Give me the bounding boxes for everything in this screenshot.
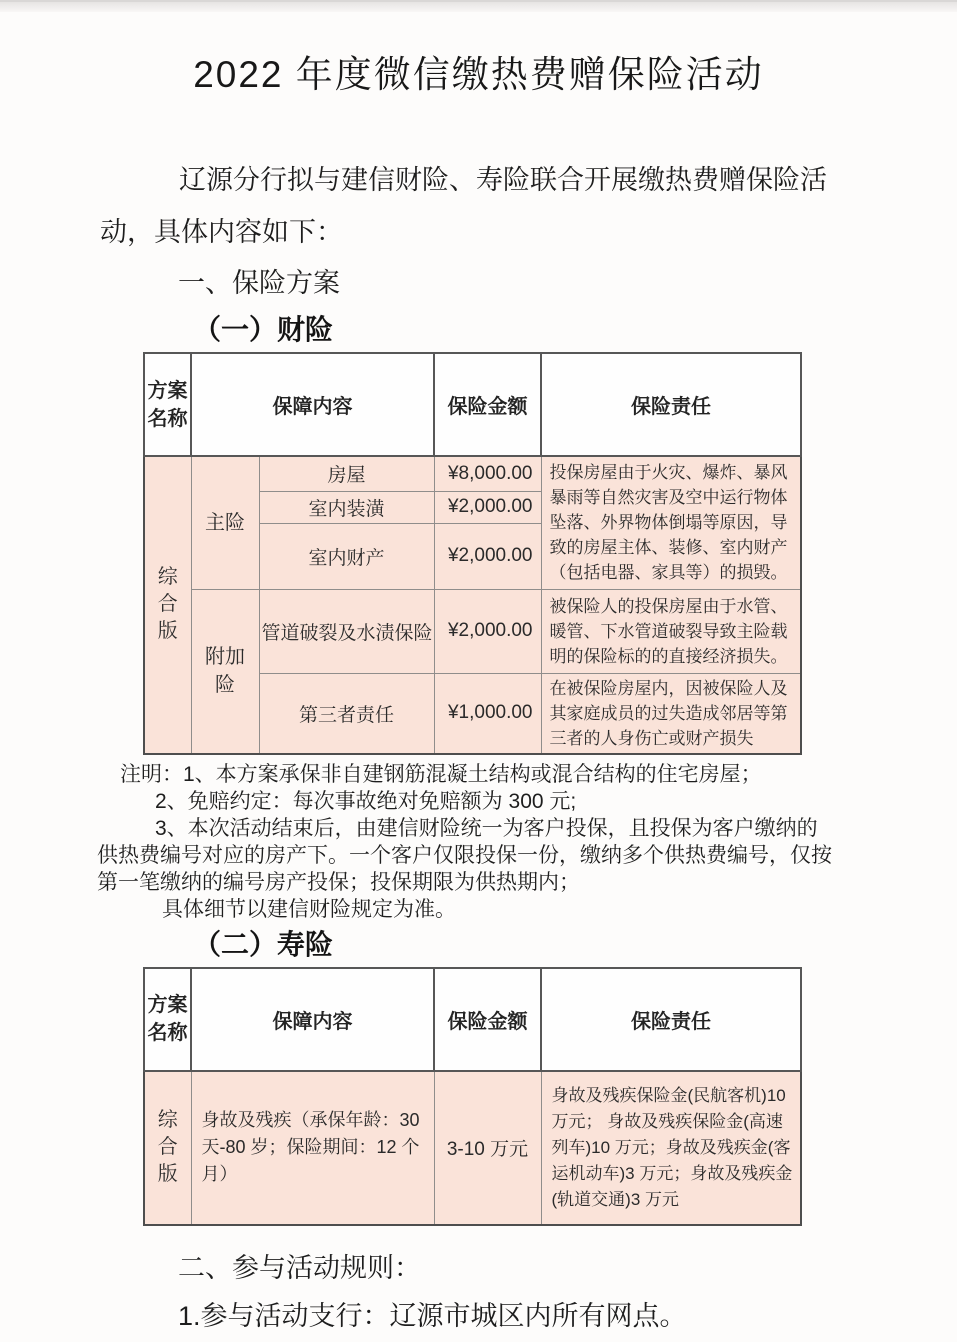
page-title: 2022 年度微信缴热费赠保险活动	[193, 54, 764, 95]
note-line-5: 第一笔缴纳的编号房产投保；投保期限为供热期内；	[97, 870, 580, 894]
item-cell-house: 房屋	[259, 456, 434, 491]
section-heading-insurance-plan: 一、保险方案	[178, 268, 340, 298]
item-cell-indoor-property: 室内财产	[259, 523, 434, 589]
amount-cell-third-party: ¥1,000.00	[434, 673, 541, 754]
intro-line-2: 动，具体内容如下：	[100, 217, 343, 247]
amount-cell-house: ¥8,000.00	[434, 456, 541, 491]
note-line-6: 具体细节以建信财险规定为准。	[162, 897, 456, 921]
amount-cell-life: 3-10 万元	[434, 1071, 541, 1225]
note-line-4: 供热费编号对应的房产下。一个客户仅限投保一份，缴纳多个供热费编号，仅按	[97, 843, 832, 867]
table-header-row	[144, 968, 801, 1071]
amount-cell-decoration: ¥2,000.00	[434, 491, 541, 523]
amount-cell-indoor-property: ¥2,000.00	[434, 523, 541, 589]
rider-insurance-group-cell: 附加险	[191, 589, 259, 754]
header-amount: 保险金额	[434, 353, 541, 456]
table-row	[144, 1071, 801, 1225]
sub-heading-property-insurance: （一）财险	[193, 314, 334, 345]
item-cell-decoration: 室内装潢	[259, 491, 434, 523]
header-coverage: 保障内容	[191, 353, 434, 456]
header-plan-name: 方案名称	[144, 353, 191, 456]
table-header-row	[144, 353, 801, 456]
intro-paragraph	[100, 154, 857, 258]
intro-line-1: 辽源分行拟与建信财险、寿险联合开展缴热费赠保险活	[179, 165, 827, 195]
note-line-1: 注明：1、本方案承保非自建钢筋混凝土结构或混合结构的住宅房屋；	[120, 762, 762, 786]
notes-block	[97, 761, 867, 923]
header-liability: 保险责任	[541, 968, 801, 1071]
sub-heading-life-insurance: （二）寿险	[193, 928, 334, 960]
liability-cell-main: 投保房屋由于火灾、爆炸、暴风暴雨等自然灾害及空中运行物体坠落、外界物体倒塌等原因，导致的房屋主体、装修、室内财产（包括电器、家具等）的损毁。	[541, 456, 801, 589]
liability-cell-life: 身故及残疾保险金(民航客机)10 万元； 身故及残疾保险金(高速列车)10 万元；身故及残疾金(客运机动车)3 万元；身故及残疾金(轨道交通)3 万元	[541, 1071, 801, 1225]
amount-cell-pipe: ¥2,000.00	[434, 589, 541, 673]
item-cell-pipe: 管道破裂及水渍保险	[259, 589, 434, 673]
header-coverage: 保障内容	[191, 968, 434, 1071]
note-line-2: 2、免赔约定：每次事故绝对免赔额为 300 元;	[155, 789, 577, 813]
life-insurance-table	[143, 967, 802, 1226]
plan-name-cell: 综合版	[144, 1071, 191, 1225]
header-amount: 保险金额	[434, 968, 541, 1071]
header-plan-name: 方案名称	[144, 968, 191, 1071]
item-cell-third-party: 第三者责任	[259, 673, 434, 754]
section-heading-participation-rules: 二、参与活动规则：	[178, 1252, 421, 1283]
coverage-cell-life: 身故及残疾（承保年龄：30 天-80 岁；保险期间：12 个月）	[191, 1071, 434, 1225]
rule-line-branches: 1.参与活动支行：辽源市城区内所有网点。	[178, 1300, 687, 1331]
liability-cell-third-party: 在被保险房屋内，因被保险人及其家庭成员的过失造成邻居等第三者的人身伤亡或财产损失	[541, 673, 801, 754]
photo-top-edge	[0, 0, 957, 12]
table-row	[144, 456, 801, 491]
header-liability: 保险责任	[541, 353, 801, 456]
liability-cell-pipe: 被保险人的投保房屋由于水管、暖管、下水管道破裂导致主险载明的保险标的的直接经济损失。	[541, 589, 801, 673]
table-row	[144, 589, 801, 673]
main-insurance-group-cell: 主险	[191, 456, 259, 589]
note-line-3: 3、本次活动结束后，由建信财险统一为客户投保，且投保为客户缴纳的	[155, 816, 818, 840]
plan-name-cell: 综合版	[144, 456, 191, 754]
property-insurance-table	[143, 352, 802, 755]
